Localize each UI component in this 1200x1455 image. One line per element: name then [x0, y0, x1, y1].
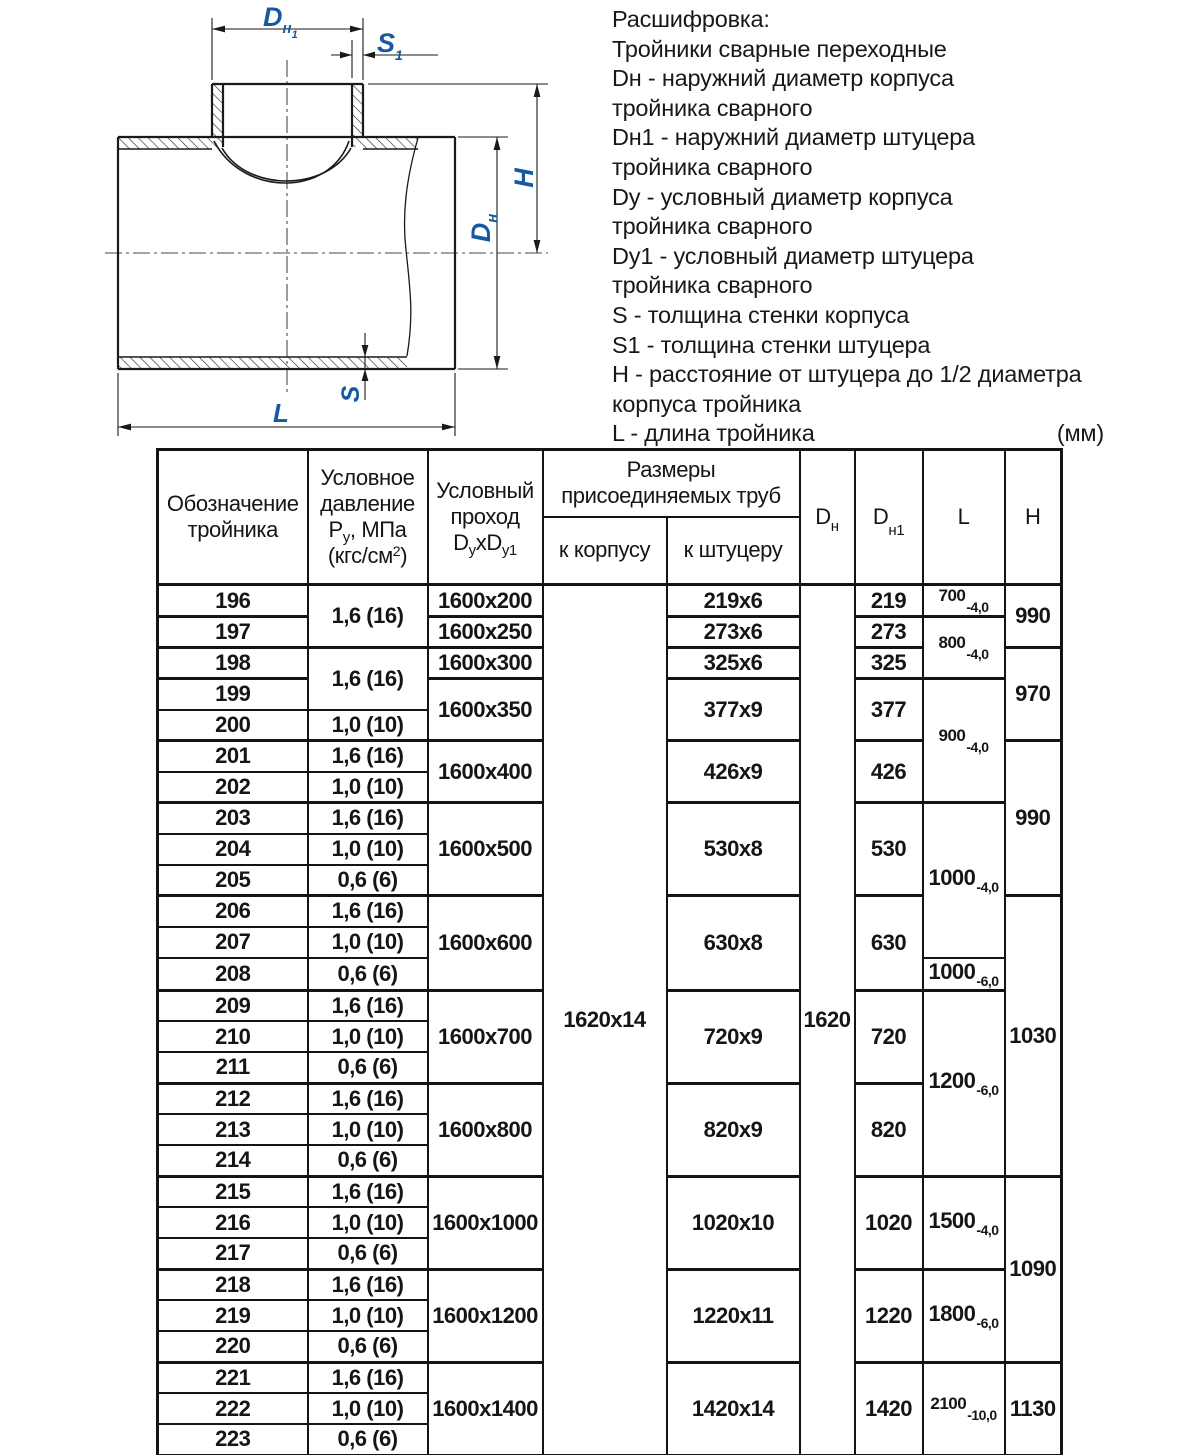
cell-passage: 1600x800	[428, 1083, 543, 1176]
cell-pressure: 0,6 (6)	[308, 1145, 428, 1176]
dim-label-h: H	[509, 168, 539, 188]
header-dn: $D_н$	[800, 450, 855, 585]
cell-designation: 217	[158, 1238, 308, 1269]
cell-designation: 212	[158, 1083, 308, 1114]
legend-line-last: (мм) L - длина тройника	[612, 419, 1104, 449]
cell-designation: 209	[158, 990, 308, 1021]
dim-label-s: S	[337, 385, 365, 403]
cell-pressure: 0,6 (6)	[308, 1238, 428, 1269]
header-to-body: к корпусу	[543, 517, 667, 585]
legend-line: тройника сварного	[612, 272, 813, 299]
cell-designation: 205	[158, 865, 308, 896]
cell-pressure: 1,6 (16)	[308, 896, 428, 927]
cell-dn1: 325	[855, 648, 923, 679]
cell-pressure: 0,6 (6)	[308, 865, 428, 896]
legend-line: Dy - условный диаметр корпуса	[612, 183, 953, 210]
dim-label-l: L	[273, 398, 289, 428]
cell-designation: 199	[158, 679, 308, 710]
cell-pressure: 1,0 (10)	[308, 927, 428, 958]
header-pipe-sizes: Размеры присоединяемых труб	[543, 450, 800, 517]
cell-to-branch: 720x9	[667, 990, 800, 1083]
legend-title: Расшифровка:	[612, 6, 770, 32]
table-row	[158, 585, 1062, 617]
cell-l	[923, 990, 1005, 1176]
cell-pressure: 1,0 (10)	[308, 1207, 428, 1238]
cell-designation: 213	[158, 1114, 308, 1145]
l-tolerance: -4,0	[976, 1221, 999, 1238]
cell-designation: 203	[158, 803, 308, 834]
cell-pressure: 1,6 (16)	[308, 585, 428, 648]
cell-to-branch: 426x9	[667, 741, 800, 803]
cell-designation: 204	[158, 834, 308, 865]
cell-to-branch: 530x8	[667, 803, 800, 896]
l-value: 700	[938, 586, 966, 605]
cell-h: 990	[1005, 585, 1062, 648]
cell-passage: 1600x1000	[428, 1176, 543, 1269]
cell-designation: 218	[158, 1269, 308, 1300]
cell-l	[923, 679, 1005, 803]
header-pressure: Условное давление $P_у$, МПа $(кгс/см^2)$	[308, 450, 428, 585]
cell-designation: 208	[158, 958, 308, 991]
l-value: 1200	[928, 1068, 976, 1093]
cell-designation: 201	[158, 741, 308, 772]
cell-dn1: 530	[855, 803, 923, 896]
cell-to-branch: 1220x11	[667, 1269, 800, 1362]
l-tolerance: -6,0	[976, 1314, 999, 1331]
legend-line: тройника сварного	[612, 213, 813, 240]
legend-units: (мм)	[1056, 420, 1104, 447]
l-tolerance: -4,0	[966, 646, 989, 662]
cell-passage: 1600x500	[428, 803, 543, 896]
cell-l	[923, 1176, 1005, 1269]
cell-designation: 214	[158, 1145, 308, 1176]
legend-line: Dн1 - наружний диаметр штуцера	[612, 124, 976, 151]
legend-line: Dн - наружний диаметр корпуса	[612, 65, 954, 92]
cell-dn1: 1420	[855, 1362, 923, 1455]
cell-designation: 211	[158, 1052, 308, 1083]
cell-passage: 1600x300	[428, 648, 543, 679]
l-tolerance: -4,0	[966, 739, 989, 755]
cell-designation: 206	[158, 896, 308, 927]
cell-l	[923, 1269, 1005, 1362]
cell-designation: 216	[158, 1207, 308, 1238]
cell-passage: 1600x200	[428, 585, 543, 617]
hatched-walls	[118, 84, 418, 369]
legend-line: S - толщина стенки корпуса	[612, 301, 910, 328]
cell-to-branch: 1020x10	[667, 1176, 800, 1269]
legend-line: тройника сварного	[612, 94, 813, 121]
l-value: 1800	[928, 1300, 976, 1326]
cell-passage: 1600x1200	[428, 1269, 543, 1362]
cell-l	[923, 958, 1005, 991]
cell-designation: 219	[158, 1300, 308, 1331]
l-value: 1500	[928, 1207, 976, 1233]
cell-passage: 1600x350	[428, 679, 543, 741]
cell-pressure: 1,6 (16)	[308, 1083, 428, 1114]
legend-line: Dy1 - условный диаметр штуцера	[612, 242, 974, 269]
cell-l	[923, 803, 1005, 958]
cell-pressure: 1,0 (10)	[308, 1114, 428, 1145]
cell-l	[923, 617, 1005, 679]
cell-pressure: 1,6 (16)	[308, 1362, 428, 1393]
l-value: 900	[938, 726, 966, 745]
cell-pressure: 0,6 (6)	[308, 1052, 428, 1083]
cell-pressure: 1,0 (10)	[308, 1021, 428, 1052]
cell-dn1: 273	[855, 617, 923, 648]
cell-dn1: 1220	[855, 1269, 923, 1362]
cell-designation: 207	[158, 927, 308, 958]
cell-designation: 200	[158, 710, 308, 741]
dim-label-s1: $S_1$	[377, 28, 403, 63]
spec-table	[156, 448, 1063, 1455]
cell-pressure: 0,6 (6)	[308, 958, 428, 991]
cell-dn1: 219	[855, 585, 923, 617]
cell-h: 970	[1005, 648, 1062, 741]
cell-to-branch: 630x8	[667, 896, 800, 991]
cell-pressure: 1,0 (10)	[308, 1393, 428, 1424]
cell-dn1: 426	[855, 741, 923, 803]
l-value: 800	[938, 633, 966, 652]
cell-designation: 196	[158, 585, 308, 617]
cell-pressure: 0,6 (6)	[308, 1331, 428, 1362]
cell-to-branch: 377x9	[667, 679, 800, 741]
cell-designation: 197	[158, 617, 308, 648]
cell-dn1: 630	[855, 896, 923, 991]
cell-h: 990	[1005, 741, 1062, 896]
dim-label-dn: $D_н$	[466, 213, 501, 243]
dim-label-dn1: $D_н1$	[263, 2, 298, 41]
cell-pressure: 1,0 (10)	[308, 710, 428, 741]
cell-to-branch: 219x6	[667, 585, 800, 617]
cell-pressure: 1,0 (10)	[308, 1300, 428, 1331]
header-designation: Обозначение тройника	[158, 450, 308, 585]
l-tolerance: -6,0	[976, 1082, 999, 1098]
legend-line: тройника сварного	[612, 153, 813, 180]
cell-to-branch: 1420x14	[667, 1362, 800, 1455]
cell-to-branch: 325x6	[667, 648, 800, 679]
cell-pressure: 1,6 (16)	[308, 1176, 428, 1207]
l-tolerance: -4,0	[966, 599, 989, 615]
l-tolerance: -4,0	[976, 879, 999, 896]
cell-to-branch: 820x9	[667, 1083, 800, 1176]
cell-h: 1090	[1005, 1176, 1062, 1362]
spec-table-body	[158, 585, 1062, 1455]
l-tolerance: -6,0	[976, 972, 999, 989]
cell-h: 1030	[1005, 896, 1062, 1177]
cell-passage: 1600x700	[428, 990, 543, 1083]
cell-passage: 1600x250	[428, 617, 543, 648]
l-value: 1000	[928, 958, 976, 984]
header-dn1: $D_{н1}$	[855, 450, 923, 585]
cell-pressure: 1,0 (10)	[308, 772, 428, 803]
cell-designation: 210	[158, 1021, 308, 1052]
cell-pressure: 1,6 (16)	[308, 990, 428, 1021]
cell-dn1: 720	[855, 990, 923, 1083]
l-value: 2100	[930, 1394, 967, 1413]
cell-dn1: 1020	[855, 1176, 923, 1269]
cell-pressure: 0,6 (6)	[308, 1424, 428, 1455]
l-value: 1000	[928, 865, 976, 891]
cell-passage: 1600x1400	[428, 1362, 543, 1455]
cell-dn: 1620	[800, 585, 855, 1455]
cell-dn1: 377	[855, 679, 923, 741]
cell-pressure: 1,0 (10)	[308, 834, 428, 865]
header-to-branch: к штуцеру	[667, 517, 800, 585]
cell-designation: 198	[158, 648, 308, 679]
cell-designation: 215	[158, 1176, 308, 1207]
header-h: H	[1005, 450, 1062, 585]
cell-pressure: 1,6 (16)	[308, 741, 428, 772]
legend	[612, 5, 1104, 449]
cell-l	[923, 1362, 1005, 1455]
legend-line: S1 - толщина стенки штуцера	[612, 331, 931, 358]
tee-inner-lines	[118, 138, 418, 357]
cell-pressure: 1,6 (16)	[308, 803, 428, 834]
cell-designation: 202	[158, 772, 308, 803]
cell-passage: 1600x400	[428, 741, 543, 803]
cell-to-body: 1620x14	[543, 585, 667, 1455]
cell-passage: 1600x600	[428, 896, 543, 991]
header-passage: Условный проход $D_уxD_{у1}$	[428, 450, 543, 585]
cell-h: 1130	[1005, 1362, 1062, 1455]
legend-line: Тройники сварные переходные	[612, 35, 947, 62]
legend-line: H - расстояние от штуцера до 1/2 диаметра	[612, 361, 1082, 388]
cell-designation: 223	[158, 1424, 308, 1455]
cell-dn1: 820	[855, 1083, 923, 1176]
cell-pressure: 1,6 (16)	[308, 1269, 428, 1300]
cell-to-branch: 273x6	[667, 617, 800, 648]
legend-line: корпуса тройника	[612, 390, 802, 417]
cell-designation: 220	[158, 1331, 308, 1362]
tee-diagram	[0, 0, 600, 445]
cell-l	[923, 585, 1005, 617]
cell-designation: 222	[158, 1393, 308, 1424]
l-tolerance: -10,0	[967, 1407, 997, 1423]
cell-designation: 221	[158, 1362, 308, 1393]
break-line	[405, 138, 419, 356]
cell-pressure: 1,6 (16)	[308, 648, 428, 710]
header-l: L	[923, 450, 1005, 585]
